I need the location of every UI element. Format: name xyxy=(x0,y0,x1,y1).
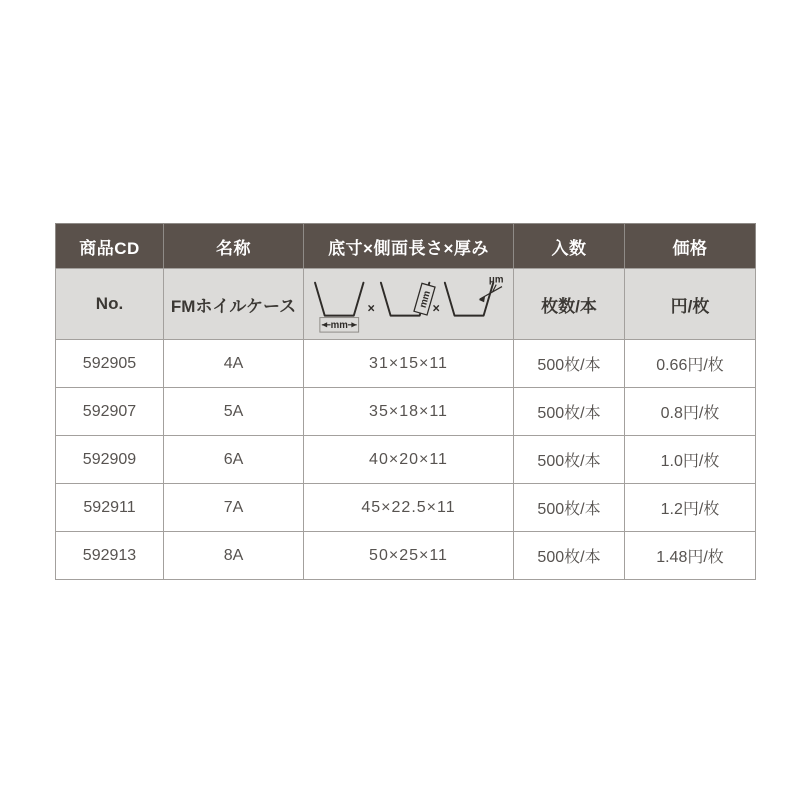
table-subheader-row xyxy=(56,269,756,340)
price-cell: 1.2円/枚 xyxy=(625,484,756,532)
subheader-no: No. xyxy=(56,269,164,340)
product-code-cell: 592911 xyxy=(56,484,164,532)
quantity-cell: 500枚/本 xyxy=(514,484,625,532)
subheader-diagram-cell xyxy=(304,269,514,340)
column-header-quantity: 入数 xyxy=(514,224,625,269)
price-cell: 1.48円/枚 xyxy=(625,532,756,580)
quantity-cell: 500枚/本 xyxy=(514,388,625,436)
tray-bottom-icon xyxy=(315,283,363,316)
multiply-sign: × xyxy=(431,301,440,316)
product-code-cell: 592907 xyxy=(56,388,164,436)
dimension-diagram xyxy=(304,273,513,335)
quantity-cell: 500枚/本 xyxy=(514,532,625,580)
size-cell: 45×22.5×11 xyxy=(304,484,514,532)
table-row xyxy=(56,532,756,580)
bottom-unit-label: mm xyxy=(330,320,348,332)
column-header-size: 底寸×側面長さ×厚み xyxy=(304,224,514,269)
subheader-qty-unit: 枚数/本 xyxy=(514,269,625,340)
subheader-price-unit: 円/枚 xyxy=(625,269,756,340)
subheader-foil-case: FMホイルケース xyxy=(164,269,304,340)
tray-thickness-icon xyxy=(444,283,492,316)
table-row xyxy=(56,340,756,388)
size-cell: 35×18×11 xyxy=(304,388,514,436)
size-cell: 50×25×11 xyxy=(304,532,514,580)
table-row xyxy=(56,436,756,484)
product-code-cell: 592909 xyxy=(56,436,164,484)
size-cell: 31×15×11 xyxy=(304,340,514,388)
product-code-cell: 592913 xyxy=(56,532,164,580)
quantity-cell: 500枚/本 xyxy=(514,340,625,388)
product-name-cell: 5A xyxy=(164,388,304,436)
quantity-cell: 500枚/本 xyxy=(514,436,625,484)
table-row xyxy=(56,388,756,436)
product-name-cell: 6A xyxy=(164,436,304,484)
thickness-unit-label: μm xyxy=(488,274,503,286)
arrow-right-icon xyxy=(351,322,356,327)
price-cell: 0.66円/枚 xyxy=(625,340,756,388)
price-cell: 0.8円/枚 xyxy=(625,388,756,436)
product-name-cell: 7A xyxy=(164,484,304,532)
table-header-row xyxy=(56,224,756,269)
size-cell: 40×20×11 xyxy=(304,436,514,484)
product-name-cell: 8A xyxy=(164,532,304,580)
tray-dimension-diagram-icon xyxy=(309,273,509,335)
column-header-name: 名称 xyxy=(164,224,304,269)
side-unit-label: mm xyxy=(417,289,433,310)
arrow-left-icon xyxy=(321,322,326,327)
price-cell: 1.0円/枚 xyxy=(625,436,756,484)
product-table xyxy=(55,223,756,580)
column-header-price: 価格 xyxy=(625,224,756,269)
table-row xyxy=(56,484,756,532)
multiply-sign: × xyxy=(367,301,375,316)
product-code-cell: 592905 xyxy=(56,340,164,388)
product-name-cell: 4A xyxy=(164,340,304,388)
column-header-product-cd: 商品CD xyxy=(56,224,164,269)
